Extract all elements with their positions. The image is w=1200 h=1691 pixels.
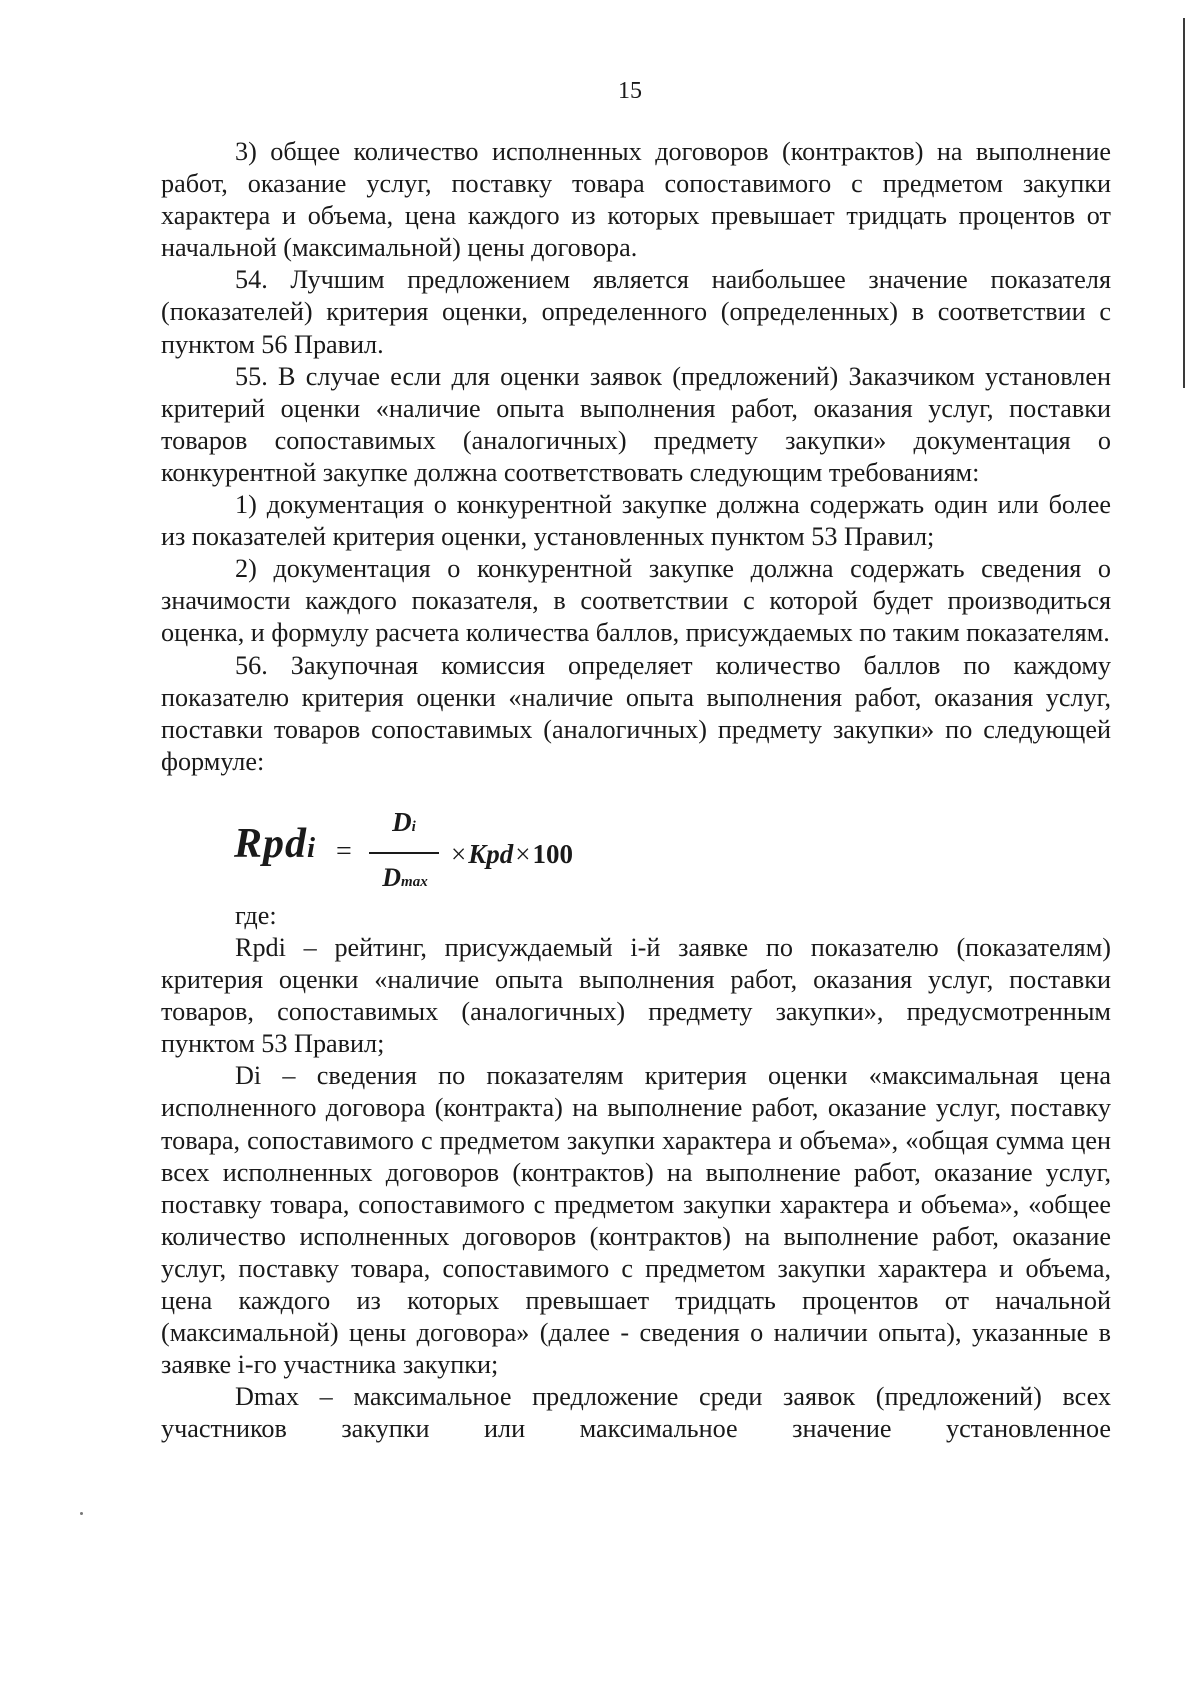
paragraph-56: 56. Закупочная комиссия определяет количество баллов по каждому показателю критерия оценки «наличие опыта выполнения работ, оказания услуг, поставки товаров сопоставимых (аналогичных) предмету закупки» по следующей формуле: [161, 650, 1111, 776]
definition-di: Di – сведения по показателям критерия оценки «максимальная цена исполненного договора (контракта) на выполнение работ, оказание услуг, поставку товара, сопоставимого с предметом закупки характера и объема», «общая сумма цен всех исполненных договоров (контрактов) на выполнение работ, оказание услуг, поставку товара, сопоставимого с предметом закупки характера и объема», «общее количество исполненных договоров (контрактов) на выполнение работ, оказание услуг, поставку товара, сопоставимого с предметом закупки характера и объема, цена каждого из которых превышает тридцать процентов от начальной (максимальной) цены договора» (далее - сведения о наличии опыта), указанные в заявке i-го участника закупки; [161, 1061, 1111, 1380]
scan-speck [80, 1512, 83, 1515]
definition-dmax: Dmax – максимальное предложение среди заявок (предложений) всех участников закупки или максимальное значение установленное [161, 1382, 1111, 1444]
definition-rpdi: Rpdi – рейтинг, присуждаемый i-й заявке по показателю (показателям) критерия оценки «наличие опыта выполнения работ, оказания услуг, поставки товаров, сопоставимых (аналогичных) предмету закупки», предусмотренным пунктом 53 Правил; [161, 932, 1111, 1059]
paragraph-54: 54. Лучшим предложением является наибольшее значение показателя (показателей) критерия оценки, определенного (определенных) в соответствии с пунктом 56 Правил. [161, 265, 1111, 359]
scan-edge-line [1183, 18, 1185, 388]
formula-numerator: Di [392, 806, 416, 837]
formula-fraction-bar [369, 852, 439, 854]
paragraph-55-item-1: 1) документация о конкурентной закупке должна содержать один или более из показателей критерия оценки, установленных пунктом 53 Правил; [161, 490, 1111, 552]
formula-multipliers: ×Kpd×100 [451, 838, 573, 869]
formula-equals: = [336, 835, 352, 867]
paragraph-item-3: 3) общее количество исполненных договоров (контрактов) на выполнение работ, оказание услуг, поставку товара сопоставимого с предметом закупки характера и объема, цена каждого из которых превышает тридцать процентов от начальной (максимальной) цены договора. [161, 137, 1111, 263]
page-number: 15 [618, 78, 642, 104]
formula-denominator: Dmax [382, 862, 428, 892]
rating-formula [161, 778, 1111, 900]
where-label: где: [235, 900, 277, 930]
formula-lhs: Rpdi [234, 820, 317, 867]
paragraph-55-item-2: 2) документация о конкурентной закупке должна содержать сведения о значимости каждого показателя, в соответствии с которой будет производиться оценка, и формулу расчета количества баллов, присуждаемых по таким показателям. [161, 554, 1111, 648]
paragraph-55: 55. В случае если для оценки заявок (предложений) Заказчиком установлен критерий оценки «наличие опыта выполнения работ, оказания услуг, поставки товаров сопоставимых (аналогичных) предмету закупки» документация о конкурентной закупке должна соответствовать следующим требованиям: [161, 361, 1111, 487]
document-body [161, 136, 1111, 1445]
